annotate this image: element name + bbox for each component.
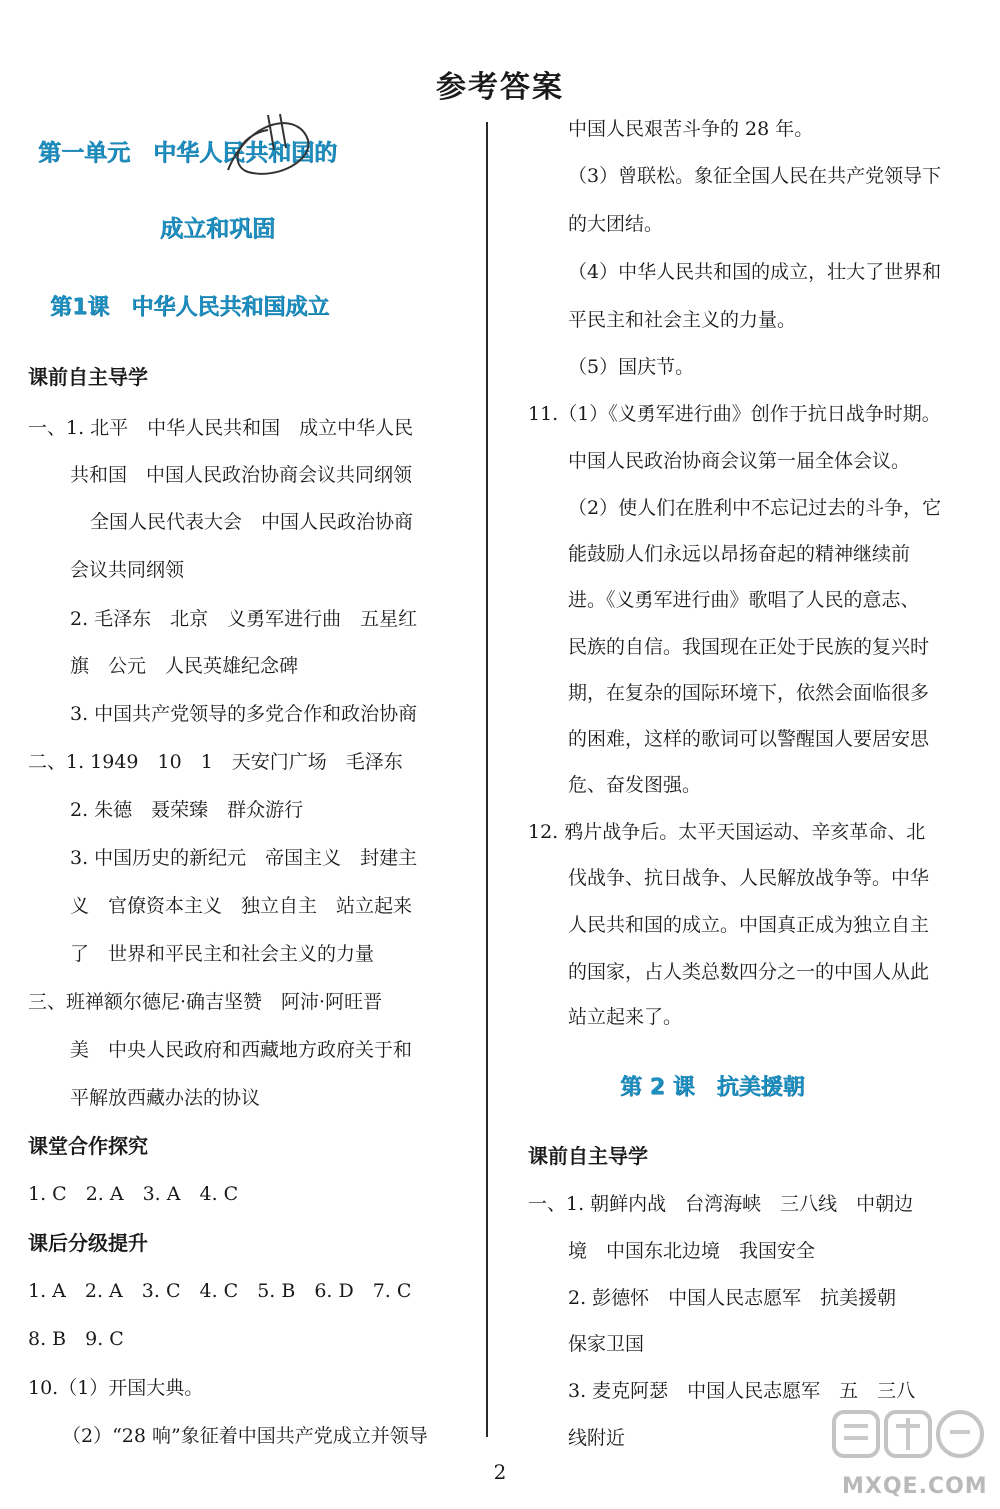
text-line: 会议共同纲领 [70,559,185,581]
section-class-explore: 课堂合作探究 [28,1134,148,1158]
text-line: 保家卫国 [568,1333,645,1355]
text-line: 3. 中国共产党领导的多党合作和政治协商 [70,703,418,725]
text-line: 2. 朱德 聂荣臻 群众游行 [70,799,304,821]
unit-title-line2: 成立和巩固 [160,216,275,242]
lesson2-title: 第 2 课 抗美援朝 [620,1075,805,1100]
text-line: 义 官僚资本主义 独立自主 站立起来 [70,895,413,917]
text-line: 民族的自信。我国现在正处于民族的复兴时 [568,636,930,658]
text-line: （5）国庆节。 [568,356,695,378]
text-line: 能鼓励人们永远以昂扬奋起的精神继续前 [568,543,911,565]
text-line: 人民共和国的成立。中国真正成为独立自主 [568,914,930,936]
text-line: 3. 中国历史的新纪元 帝国主义 封建主 [70,847,418,869]
text-line: 8. B 9. C [28,1328,124,1350]
text-line: 1. A 2. A 3. C 4. C 5. B 6. D 7. C [28,1280,412,1302]
text-line: 美 中央人民政府和西藏地方政府关于和 [70,1039,413,1061]
text-line: （2）使人们在胜利中不忘记过去的斗争，它 [568,497,942,519]
text-line: 一、1. 朝鲜内战 台湾海峡 三八线 中朝边 [528,1193,914,1215]
text-line: 的大团结。 [568,213,664,235]
text-line: 2. 毛泽东 北京 义勇军进行曲 五星红 [70,608,418,630]
text-line: 10.（1）开国大典。 [28,1377,204,1399]
text-line: 的国家，占人类总数四分之一的中国人从此 [568,961,930,983]
text-line: 线附近 [568,1427,626,1449]
text-line: 了 世界和平民主和社会主义的力量 [70,943,375,965]
text-line: 危、奋发图强。 [568,774,702,796]
section-pre-study: 课前自主导学 [28,365,148,389]
text-line: 伐战争、抗日战争、人民解放战争等。中华 [568,867,930,889]
page-number: 2 [493,1460,507,1484]
text-line: 的困难，这样的歌词可以警醒国人要居安思 [568,728,930,750]
text-line: 三、班禅额尔德尼·确吉坚赞 阿沛·阿旺晋 [28,991,383,1013]
text-line: 共和国 中国人民政治协商会议共同纲领 [70,464,413,486]
text-line: （4）中华人民共和国的成立，壮大了世界和 [568,261,942,283]
text-line: 2. 彭德怀 中国人民志愿军 抗美援朝 [568,1287,897,1309]
text-line: 中国人民政治协商会议第一届全体会议。 [568,450,911,472]
unit-title-line1: 第一单元 中华人民共和国的 [38,140,337,166]
lesson1-title: 第1课 中华人民共和国成立 [50,295,330,320]
text-line: 3. 麦克阿瑟 中国人民志愿军 五 三八 [568,1380,916,1402]
pen-scribble-icon [208,110,328,190]
watermark-text: MXQE.COM [842,1474,988,1499]
text-line: 11.（1）《义勇军进行曲》创作于抗日战争时期。 [528,403,941,425]
text-line: 平民主和社会主义的力量。 [568,309,797,331]
text-line: （3）曾联松。象征全国人民在共产党领导下 [568,165,942,187]
text-line: 进。《义勇军进行曲》歌唱了人民的意志、 [568,589,920,611]
column-divider [486,122,488,1437]
text-line: 二、1. 1949 10 1 天安门广场 毛泽东 [28,751,403,773]
section-after-class: 课后分级提升 [28,1231,148,1255]
page-title: 参考答案 [436,70,564,105]
text-line: 1. C 2. A 3. A 4. C [28,1183,239,1205]
text-line: 12. 鸦片战争后。太平天国运动、辛亥革命、北 [528,821,926,843]
text-line: 旗 公元 人民英雄纪念碑 [70,655,299,677]
text-line: 期，在复杂的国际环境下，依然会面临很多 [568,682,930,704]
section-pre-study-2: 课前自主导学 [528,1144,648,1168]
text-line: 全国人民代表大会 中国人民政治协商 [90,511,414,533]
text-line: 境 中国东北边境 我国安全 [568,1240,816,1262]
text-line: 中国人民艰苦斗争的 28 年。 [568,118,814,140]
text-line: 平解放西藏办法的协议 [70,1087,261,1109]
text-line: 站立起来了。 [568,1006,683,1028]
text-line: （2）“28 响”象征着中国共产党成立并领导 [62,1425,428,1447]
text-line: 一、1. 北平 中华人民共和国 成立中华人民 [28,417,414,439]
